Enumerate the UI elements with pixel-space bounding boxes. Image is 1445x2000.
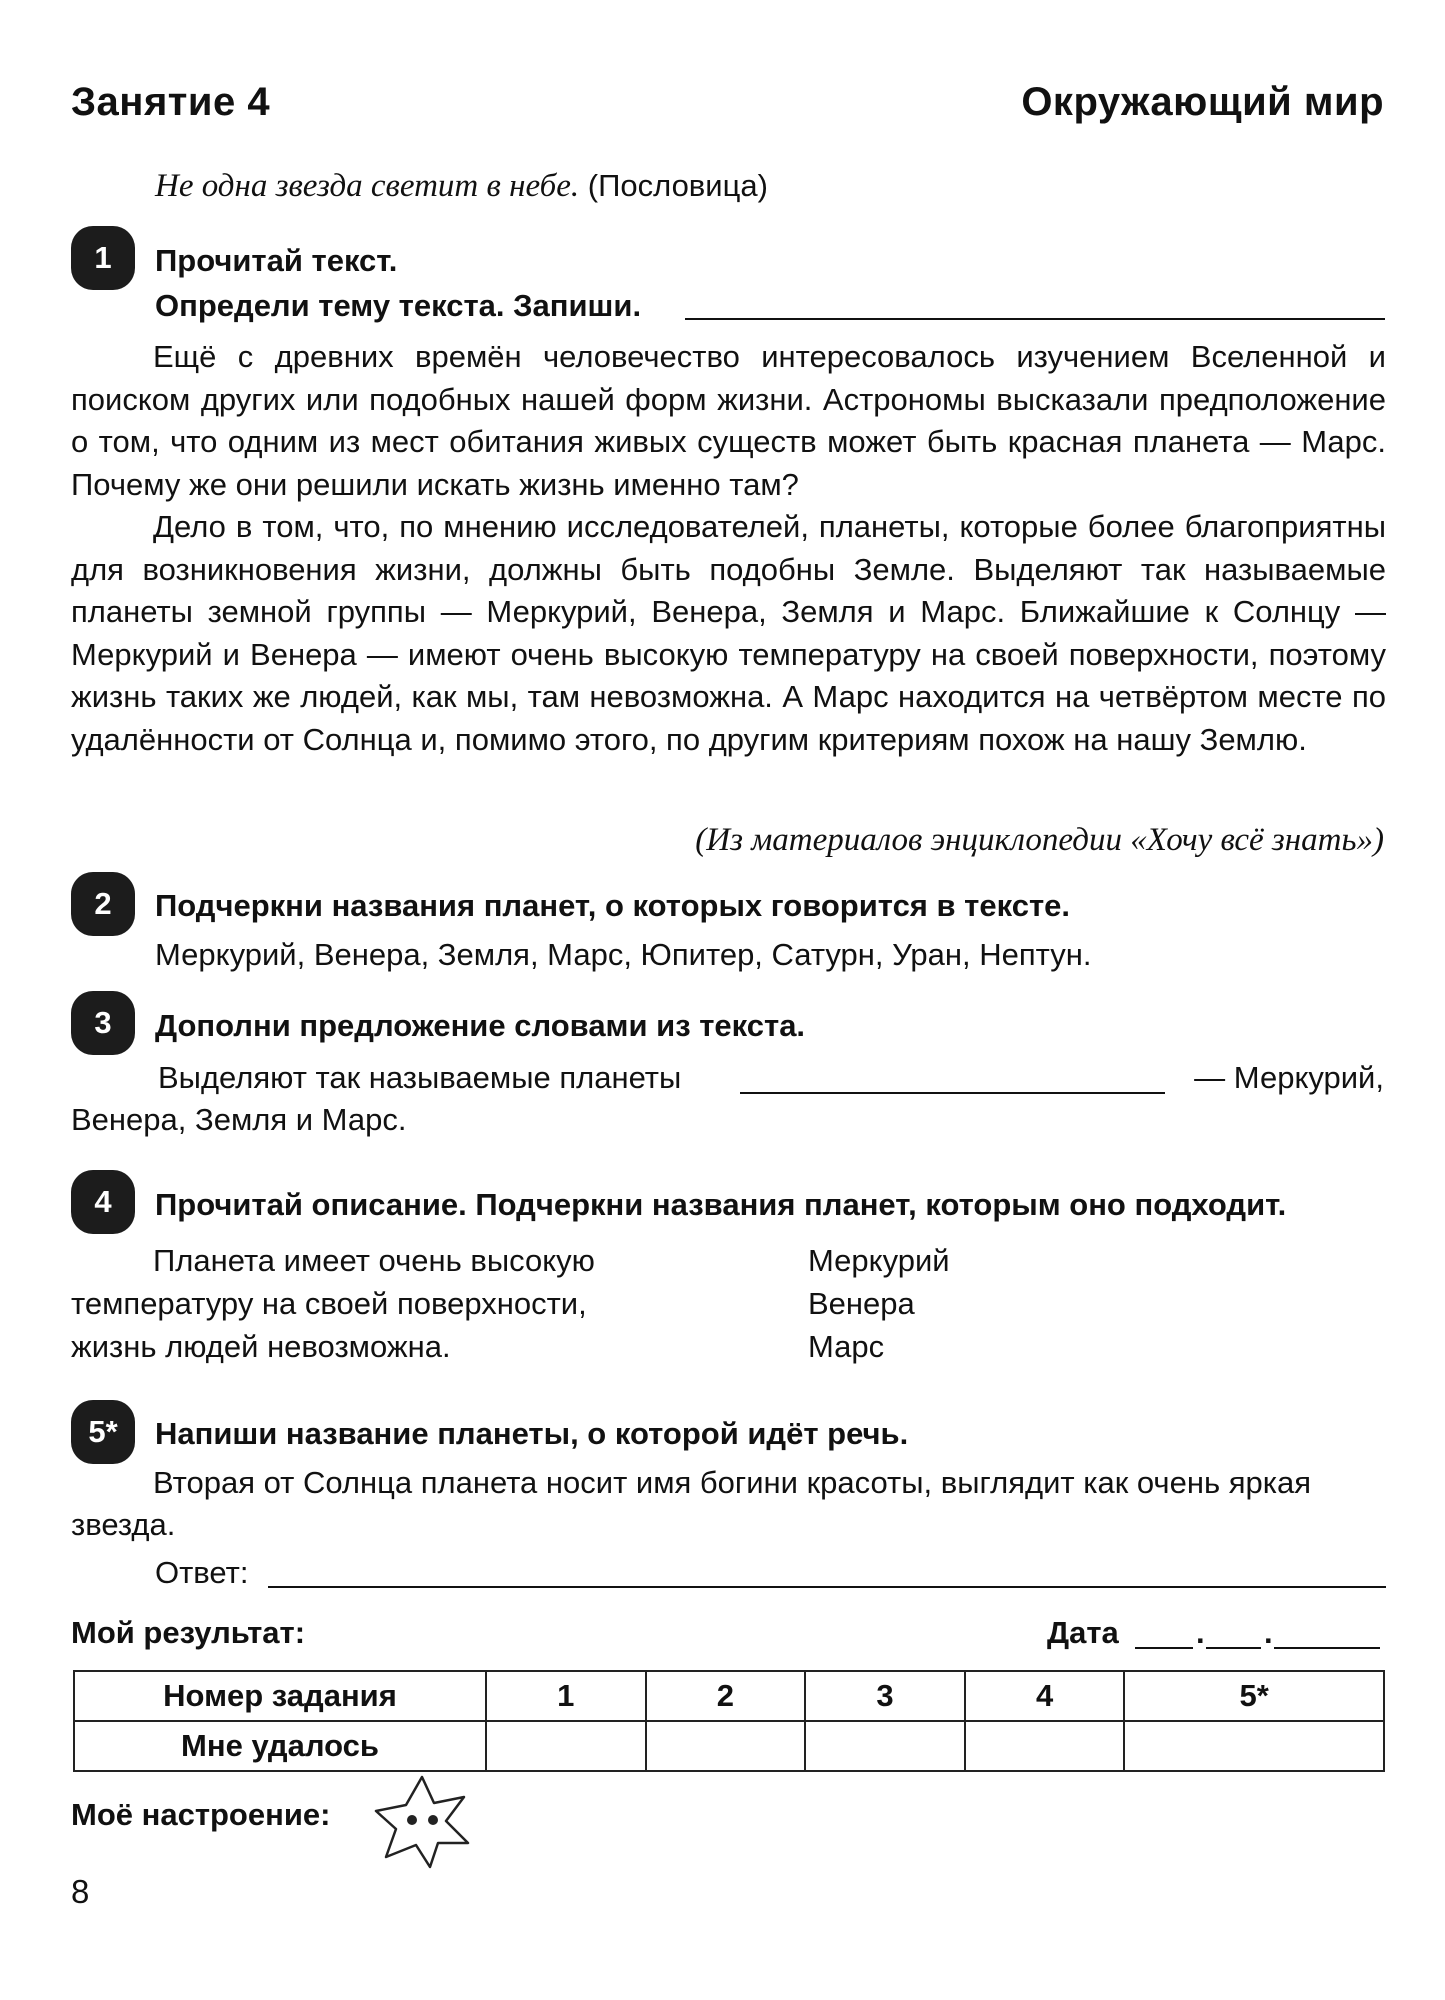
task-col-3: 3 <box>805 1671 965 1721</box>
task-3-instruction: Дополни предложение словами из текста. <box>155 1008 806 1043</box>
task-4-number: 4 <box>71 1170 135 1234</box>
task-col-1: 1 <box>486 1671 646 1721</box>
task-1-instruction-2: Определи тему текста. Запиши. <box>155 288 642 323</box>
success-cell[interactable] <box>486 1721 646 1771</box>
task-3-sentence-line2: Венера, Земля и Марс. <box>71 1102 407 1137</box>
lesson-title: Занятие 4 <box>71 80 271 124</box>
date-label: Дата <box>1047 1615 1119 1650</box>
success-cell[interactable] <box>1124 1721 1384 1771</box>
task-4-description: Планета имеет очень высокую температуру на своей поверхности, жизнь людей невозможна. <box>71 1243 595 1364</box>
planet-option[interactable]: Марс <box>808 1329 885 1364</box>
text-paragraph: Ещё с древних времён человечество интересовалось изучением Вселенной и поиском других или подобных нашей форм жизни. Астрономы высказали предположение о том, что одним из мест обитания живых существ может быть красная планета — Марс. Почему же они решили искать жизнь именно там? <box>71 339 1386 502</box>
task-1-text <box>71 336 1386 761</box>
text-paragraph: Дело в том, что, по мнению исследователей, планеты, которые более благоприятны для возникновения жизни, должны быть подобны Земле. Выделяют так называемые планеты земной группы — Меркурий, Венера, Земля и Марс. Ближайшие к Солнцу — Меркурий и Венера — имеют очень высокую температуру на своей поверхности, поэтому жизнь таких же людей, как мы, там невозможна. А Марс находится на четвёртом месте по удалённости от Солнца и, помимо этого, по другим критериям похож на нашу Землю. <box>71 509 1386 757</box>
mood-star-icon[interactable] <box>372 1773 472 1869</box>
result-label: Мой результат: <box>71 1615 306 1650</box>
table-row <box>74 1671 1384 1721</box>
task-3-number: 3 <box>71 991 135 1055</box>
task-3-answer-line[interactable] <box>740 1092 1165 1094</box>
task-2-planet-list[interactable]: Меркурий, Венера, Земля, Марс, Юпитер, Сатурн, Уран, Нептун. <box>155 937 1092 972</box>
proverb-source: (Пословица) <box>587 168 768 203</box>
success-cell[interactable] <box>805 1721 965 1771</box>
date-year-line[interactable] <box>1274 1647 1380 1649</box>
task-5-text: Вторая от Солнца планета носит имя богини красоты, выглядит как очень яркая звезда. <box>71 1465 1312 1542</box>
task-col-4: 4 <box>965 1671 1125 1721</box>
task-1-instruction: Прочитай текст. <box>155 243 398 278</box>
task-3-sentence-end: — Меркурий, <box>1194 1060 1384 1095</box>
text-source: (Из материалов энциклопедии «Хочу всё знать») <box>695 822 1384 858</box>
date-day-line[interactable] <box>1135 1647 1193 1649</box>
subject-title: Окружающий мир <box>1021 80 1384 124</box>
proverb <box>155 168 768 205</box>
planet-option[interactable]: Меркурий <box>808 1243 950 1278</box>
task-col-2: 2 <box>646 1671 806 1721</box>
task-2-instruction: Подчеркни названия планет, о которых говорится в тексте. <box>155 888 1070 923</box>
task-3-sentence-start: Выделяют так называемые планеты <box>158 1060 682 1095</box>
task-5-answer-label: Ответ: <box>155 1555 249 1590</box>
success-cell[interactable] <box>965 1721 1125 1771</box>
mood-label: Моё настроение: <box>71 1797 331 1832</box>
date-month-line[interactable] <box>1206 1647 1261 1649</box>
success-row-label: Мне удалось <box>74 1721 486 1771</box>
task-1-answer-line[interactable] <box>685 318 1385 320</box>
task-4-instruction: Прочитай описание. Подчеркни названия планет, которым оно подходит. <box>155 1187 1287 1222</box>
planet-option[interactable]: Венера <box>808 1286 915 1321</box>
task-5-instruction: Напиши название планеты, о которой идёт речь. <box>155 1416 909 1451</box>
success-cell[interactable] <box>646 1721 806 1771</box>
task-2-number: 2 <box>71 872 135 936</box>
task-1-number: 1 <box>71 226 135 290</box>
page-number: 8 <box>71 1873 90 1910</box>
result-table <box>73 1670 1385 1772</box>
proverb-quote: Не одна звезда светит в небе. <box>155 168 580 204</box>
table-row <box>74 1721 1384 1771</box>
task-col-5: 5* <box>1124 1671 1384 1721</box>
task-5-number: 5* <box>71 1400 135 1464</box>
table-header-label: Номер задания <box>74 1671 486 1721</box>
task-5-answer-line[interactable] <box>268 1586 1386 1588</box>
task-4-options <box>808 1239 950 1368</box>
